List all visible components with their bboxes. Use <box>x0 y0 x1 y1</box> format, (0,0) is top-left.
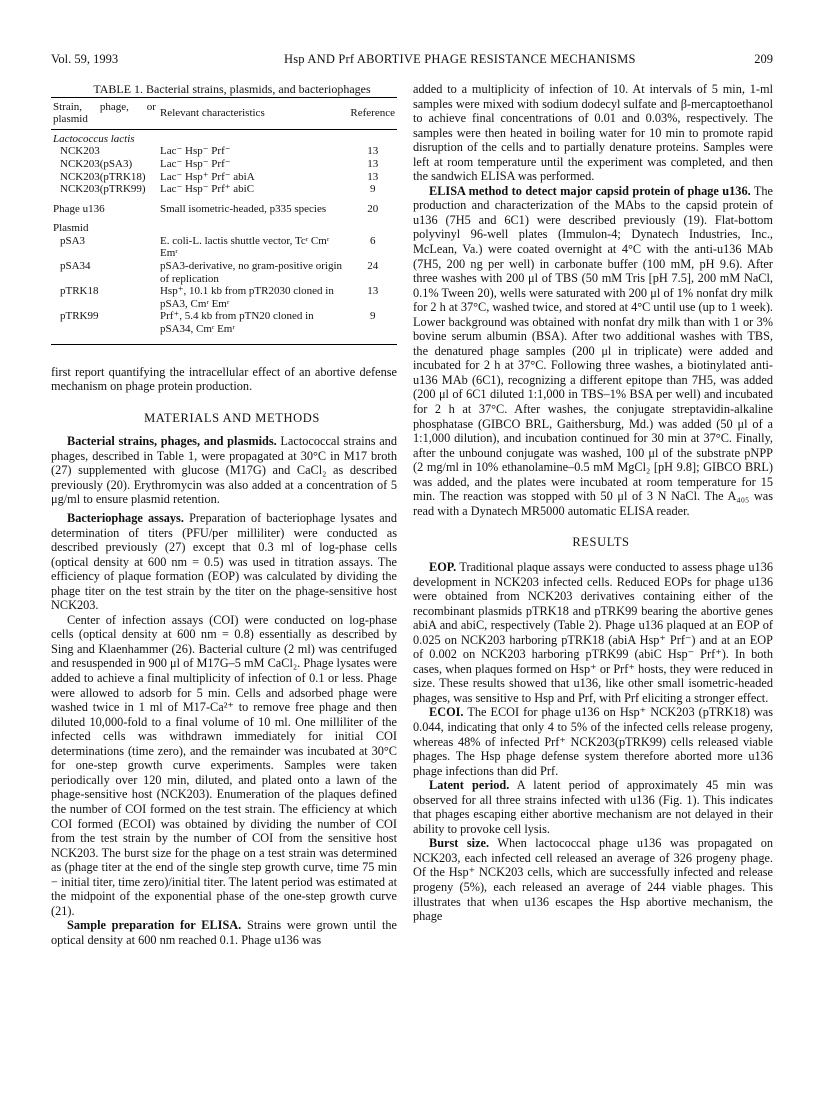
running-header <box>51 52 773 72</box>
section-heading-results: RESULTS <box>572 535 630 550</box>
table-row: NCK203(pTRK99) Lac⁻ Hsp⁻ Prf⁺ abiC 9 <box>60 183 376 196</box>
header-characteristics: Relevant characteristics <box>158 97 348 129</box>
table-1 <box>51 82 397 345</box>
table-row: pTRK18 Hsp⁺, 10.1 kb from pTR2030 cloned in pSA3, Cmʳ Emʳ 13 <box>60 285 379 310</box>
table-row: NCK203(pTRK18) Lac⁻ Hsp⁺ Prf⁻ abiA 13 <box>60 170 379 183</box>
intro-paragraph: first report quantifying the intracellular effect of an abortive defense mechanism on phage protein production. <box>51 364 397 394</box>
paragraph-coi: Center of infection assays (COI) were conducted on log-phase cells (optical density at 600 nm = 0.8) essentially as described by Sing and Klaenhammer (26). Bacterial culture (2 ml) was centrifuged and resuspended in 900 μl of M17G–5 mM CaCl₂. Phage lysates were added to achieve a final multiplicity of infection of 0.1 or less. Phage were allowed to adsorb for 5 min. Cells and adsorbed phage were washed twice in 1 ml of M17-Ca²⁺ to remove free phage and then diluted 10,000-fold to a final volume of 10 ml. One milliliter of the infected cells was withdrawn immediately for initial COI determinations (time zero), and the remainder was incubated at 30°C for one-step growth curve experiments. Samples were taken periodically over 120 min, diluted, and plated onto a lawn of the phage-sensitive host (NCK203). Enumeration of the plaques defined the number of COI formed on the test strain. The efficiency at which COI formed (ECOI) was obtained by dividing the number of COI from the test strain by the number of COI from the sensitive host NCK203. The burst size for the phage on a test strain was determined as (phage titer at the end of the single step growth curve, time 75 min − initial titer, time zero)/initial titer. The latent period was estimated at the midpoint of the exponential phase of the one-step growth curve (21). <box>51 612 397 918</box>
left-column <box>51 82 397 947</box>
paragraph-eop: EOP. Traditional plaque assays were conducted to assess phage u136 development in NCK203 infected cells. Reduced EOPs for phage u136 were obtained from NCK203 derivatives containing either of the recombinant plasmids pTRK18 and pTRK99 bearing the abortive genes abiA and abiC, respectively (Table 2). Phage u136 plaqued at an EOP of 0.025 on NCK203 harboring pTRK18 (abiA Hsp⁺ Prf⁻) and at an EOP of 0.002 on NCK203 harboring pTRK99 (abiC Hsp⁻ Prf⁺). In both cases, when plaques formed on Hsp⁺ or Prf⁺ hosts, they were reduced in size. These results showed that u136, like other small isometric-headed phages, was sensitive to Hsp and Prf, with Prf eliciting a stronger effect. <box>413 559 773 705</box>
paragraph-strains: Bacterial strains, phages, and plasmids. Lactococcal strains and phages, described in Table 1, were propagated at 30°C in M17 broth (27) supplemented with glucose (M17G) and CaCl₂ as described previously (20). Erythromycin was also added at a concentration of 5 μg/ml to ensure plasmid retention. <box>51 434 397 507</box>
page-number: 209 <box>754 52 773 66</box>
table-row: pSA3 E. coli-L. lactis shuttle vector, Tcʳ Cmʳ Emʳ 6 <box>60 234 376 260</box>
running-title: Hsp AND Prf ABORTIVE PHAGE RESISTANCE MECHANISMS <box>284 52 636 66</box>
paragraph-burst-size: Burst size. When lactococcal phage u136 was propagated on NCK203, each infected cell released an average of 326 progeny phage. Of the Hsp⁺ NCK203 cells, which are successfully infected and release progeny (5%), each released an average of 244 viable phages. This illustrates that when u136 escapes the Hsp abortive mechanism, the phage <box>413 836 773 924</box>
group-lactis: Lactococcus lactis <box>53 132 135 145</box>
header-strain: Strain, phage, or plasmid <box>51 97 158 129</box>
table-row: NCK203(pSA3) Lac⁻ Hsp⁻ Prf⁻ 13 <box>60 157 379 170</box>
journal-volume: Vol. 59, 1993 <box>51 52 119 66</box>
right-column <box>413 82 773 924</box>
header-reference: Reference <box>348 97 397 129</box>
paragraph-bacteriophage-assays: Bacteriophage assays. Preparation of bacteriophage lysates and determination of titers (PFU/per milliliter) were conducted as described previously (27) except that 0.3 ml of log-phase cells (optical density at 600 nm = 0.5) was used in titration assays. The efficiency of plaque formation (EOP) was calculated by dividing the phage titer on the test strain by the titer on the phage-sensitive host NCK203. <box>51 511 397 613</box>
table-row: Phage u136 Small isometric-headed, p335 species 20 <box>53 202 379 215</box>
strains-table <box>51 97 397 345</box>
paragraph-continued: added to a multiplicity of infection of 10. At intervals of 5 min, 1-ml samples were mixed with sodium dodecyl sulfate and β-mercaptoethanol to achieve final concentrations of 0.01 and 0.03%, respectively. The samples were then heated in boiling water for 10 min to promote rapid disruption of the cells and to partially denature proteins. Samples were left at room temperature until the experiment was completed, and then the sandwich ELISA was performed. <box>413 82 773 184</box>
table-caption: TABLE 1. Bacterial strains, plasmids, and bacteriophages <box>93 82 371 96</box>
table-row: pTRK99 Prf⁺, 5.4 kb from pTN20 cloned in pSA34, Cmʳ Emʳ 9 <box>51 310 397 344</box>
section-heading-methods: MATERIALS AND METHODS <box>144 410 320 425</box>
table-row: pSA34 pSA3-derivative, no gram-positive origin of replication 24 <box>60 260 379 285</box>
paragraph-ecoi: ECOI. The ECOI for phage u136 on Hsp⁺ NCK203 (pTRK18) was 0.044, indicating that only 4 to 5% of the infected cells release progeny, whereas 48% of infected Prf⁺ NCK203(pTRK99) cells released viable phages. The Hsp phage defense system therefore aborted more u136 phage infections than did Prf. <box>413 705 773 778</box>
paragraph-latent-period: Latent period. A latent period of approximately 45 min was observed for all three strains infected with u136 (Fig. 1). This indicates that phages escaping either abortive mechanism are not delayed in their ability to provoke cell lysis. <box>413 778 773 836</box>
table-row: NCK203 Lac⁻ Hsp⁻ Prf⁻ 13 <box>60 145 379 158</box>
paragraph-elisa: ELISA method to detect major capsid protein of phage u136. The production and characterization of the MAbs to the capsid protein of u136 (7H5 and 6C1) were described previously (19). Flat-bottom polyvinyl 96-well plates (Immulon-4; Dynatech Industries, Inc., McLean, Va.) were coated overnight at 4°C with the anti-u136 MAb (7H5, 200 ng per well) in carbonate buffer (100 mM, pH 9.6). After three washes with 200 μl of TBS (50 mM Tris [pH 7.5], 200 mM NaCl, 0.1% Tween 20), wells were saturated with 200 μl of 1% nonfat dry milk for 2 h at 37°C, washed twice, and stored at 4°C until use (up to 1 week). Lower background was obtained with nonfat dry milk than with 1 or 3% bovine serum albumin (BSA). After two additional washes with TBS, the denatured phage samples (200 μl in triplicate) were added and incubated for 2 h at 37°C. Following three washes, a biotinylated anti-u136 MAb (6C1), recognizing a different epitope than 7H5, was added (200 μl of 6C1 diluted 1:1,000 in TBS–1% BSA per well) and incubated for 2 h at 37°C. After washes, the conjugate streptavidin-alkaline phosphatase (GIBCO BRL, Gaithersburg, Md.) was added (50 μl of a 1:1,000 dilution), and incubation continued for 30 min at 37°C. Finally, after the unbound conjugate was washed, 100 μl of the substrate pNPP (2 mg/ml in 10% ethanolamine–0.5 mM MgCl₂ [pH 9.8]; GIBCO BRL) was added, and the plates were incubated at room temperature for 15 min. The reaction was stopped with 50 μl of 3 N NaCl. The A₄₀₅ was read with a Dynatech MR5000 automatic ELISA reader. <box>413 183 773 518</box>
paragraph-sample-prep: Sample preparation for ELISA. Strains were grown until the optical density at 600 nm reached 0.1. Phage u136 was <box>51 918 397 947</box>
group-plasmid: Plasmid <box>53 222 89 235</box>
